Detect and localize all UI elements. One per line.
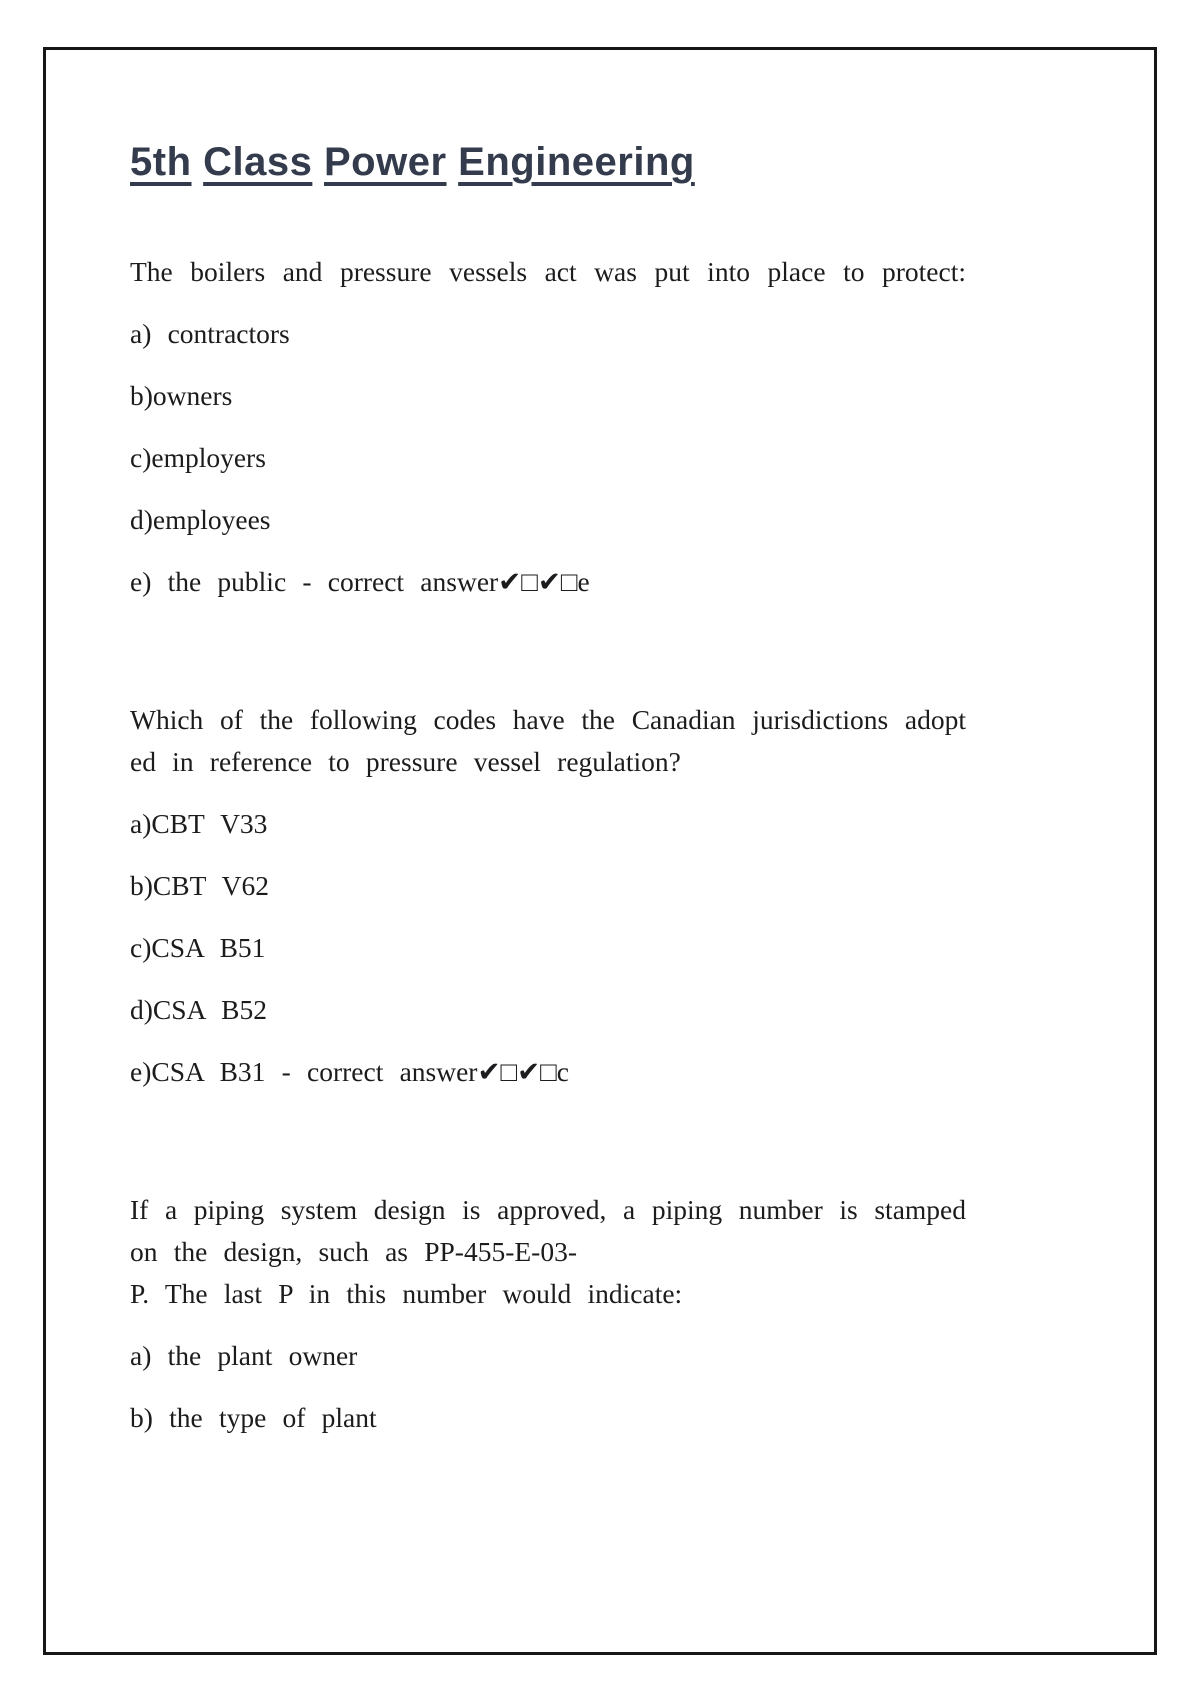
title-word: 5th — [130, 140, 192, 184]
answer-option: b)CBT V62 — [130, 870, 269, 901]
question-prompt-line: The boilers and pressure vessels act was put into place to protect: — [130, 256, 966, 287]
question-prompt-line: Which of the following codes have the Canadian jurisdictions adopt — [130, 704, 966, 735]
answer-option: d)CSA B52 — [130, 994, 267, 1025]
answer-option: b) the type of plant — [130, 1402, 377, 1433]
question-prompt — [130, 251, 966, 293]
question-prompt — [130, 1189, 966, 1315]
question-block — [130, 699, 966, 1093]
answer-option: e) the public - correct answer✔□✔□e — [130, 566, 590, 597]
page-title — [130, 140, 966, 185]
question-list — [130, 251, 966, 1439]
question-block — [130, 251, 966, 603]
document-content — [130, 140, 966, 1439]
question-prompt — [130, 699, 966, 783]
question-prompt-line: ed in reference to pressure vessel regulation? — [130, 746, 681, 777]
answer-option: c)CSA B51 — [130, 932, 266, 963]
title-word: Class — [203, 140, 313, 184]
answer-option: d)employees — [130, 504, 271, 535]
title-word: Power — [324, 140, 447, 184]
answer-option: e)CSA B31 - correct answer✔□✔□c — [130, 1056, 569, 1087]
question-prompt-line: on the design, such as PP-455-E-03- — [130, 1236, 577, 1267]
title-word: Engineering — [458, 140, 695, 184]
answer-option: a) contractors — [130, 318, 290, 349]
answer-option: a)CBT V33 — [130, 808, 268, 839]
question-prompt-line: If a piping system design is approved, a piping number is stamped — [130, 1194, 966, 1225]
answer-option: c)employers — [130, 442, 266, 473]
answer-option: b)owners — [130, 380, 233, 411]
answer-option: a) the plant owner — [130, 1340, 358, 1371]
question-prompt-line: P. The last P in this number would indicate: — [130, 1278, 683, 1309]
question-block — [130, 1189, 966, 1439]
